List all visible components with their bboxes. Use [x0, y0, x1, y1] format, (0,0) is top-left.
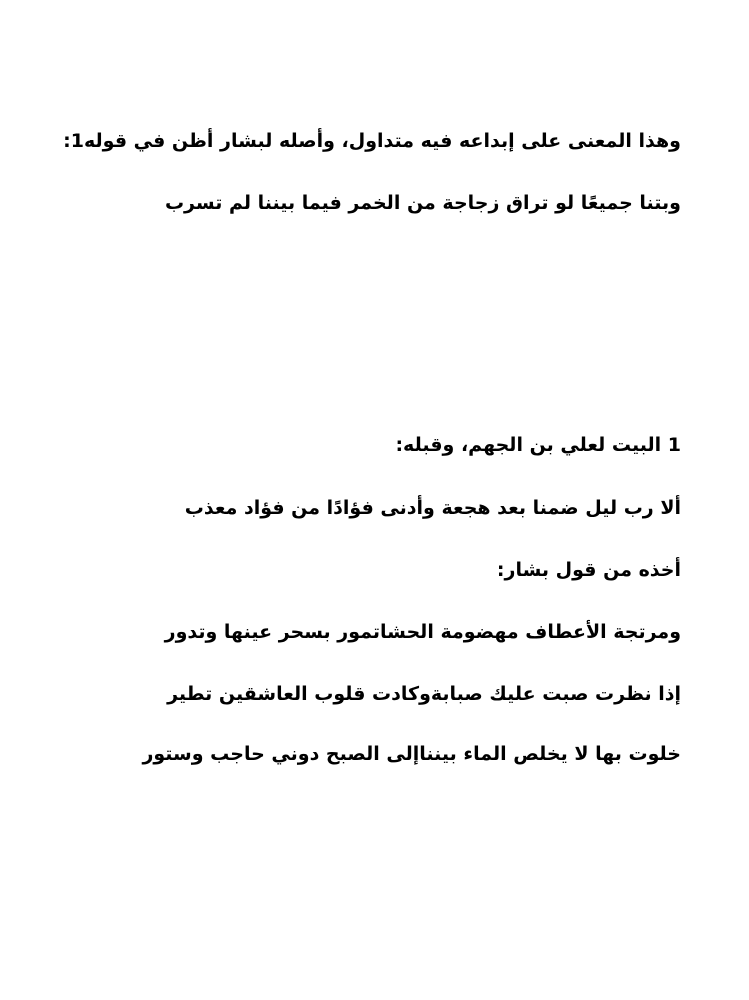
- footnote-line-1: 1 البيت لعلي بن الجهم، وقبله:: [395, 434, 681, 456]
- footnote-verse-3: إذا نظرت صبت عليك صبابةوكادت قلوب العاشقين تطير: [167, 683, 681, 705]
- footnote-verse-4: خلوت بها لا يخلص الماء بينناإلى الصبح دوني حاجب وستور: [142, 743, 681, 765]
- footnote-line-3: أخذه من قول بشار:: [496, 559, 681, 581]
- footnote-verse-1: ألا رب ليل ضمنا بعد هجعة وأدنى فؤادًا من فؤاد معذب: [184, 497, 681, 519]
- footnote-verse-2: ومرتجة الأعطاف مهضومة الحشاتمور بسحر عينها وتدور: [164, 621, 681, 643]
- verse-line: وبتنا جميعًا لو تراق زجاجة من الخمر فيما بيننا لم تسرب: [164, 192, 681, 214]
- body-text-line-1: وهذا المعنى على إبداعه فيه متداول، وأصله لبشار أظن في قوله1:: [63, 130, 681, 152]
